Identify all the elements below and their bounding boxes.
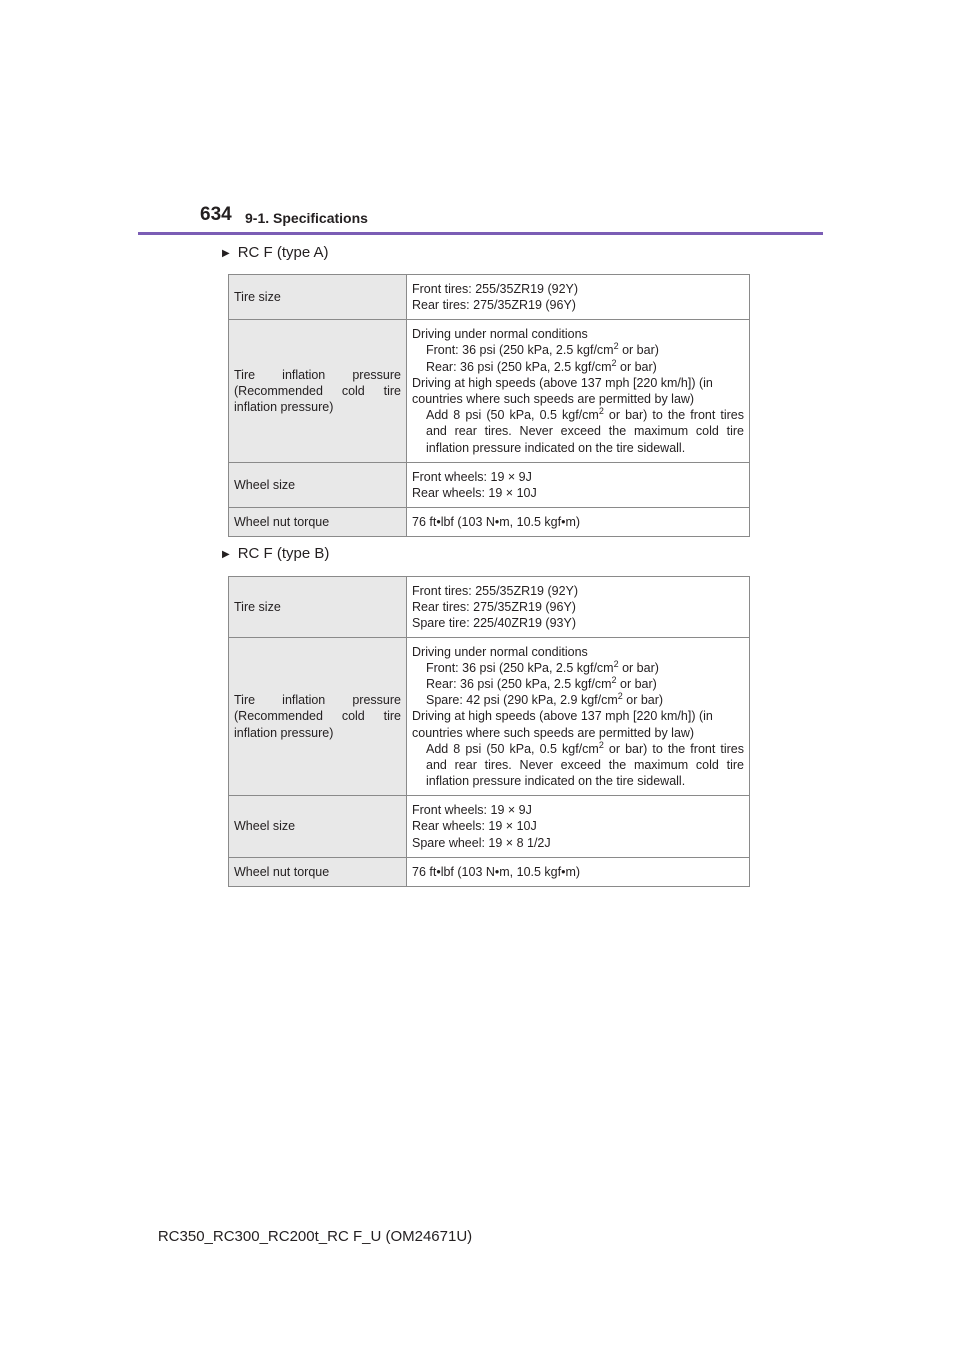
row-value [407, 577, 750, 638]
row-value [407, 508, 750, 537]
arrow-icon: ▶ [222, 248, 230, 259]
table-row [229, 638, 750, 796]
value-line: 76 ft•lbf (103 N•m, 10.5 kgf•m) [412, 864, 581, 879]
value-text: or bar) [622, 693, 664, 708]
table-row [229, 577, 750, 638]
value-line [412, 342, 744, 358]
page-number: 634 [200, 204, 232, 225]
value-line [412, 676, 744, 692]
value-line: Spare wheel: 19 × 8 1/2J [412, 835, 551, 850]
row-label: Wheel size [229, 463, 407, 508]
value-text: or bar) to the front tires and rear tires. Never exceed the maximum cold tire inflation pressure indicated on the tire sidewall. [426, 408, 744, 455]
value-text: Add 8 psi (50 kPa, 0.5 kgf/cm [426, 741, 599, 756]
row-label-text: Tire inflation pressure (Recommended cold tire inflation pressure) [234, 693, 401, 740]
subheading-type-b [222, 545, 329, 562]
value-line: Driving at high speeds (above 137 mph [220 km/h]) (in countries where such speeds are permitted by law) [412, 375, 713, 406]
spec-table-type-b [228, 576, 750, 887]
value-line [412, 692, 744, 708]
superscript: 2 [613, 341, 619, 352]
row-label: Tire size [229, 577, 407, 638]
value-line: Driving under normal conditions [412, 644, 588, 659]
row-label: Wheel nut torque [229, 508, 407, 537]
spec-table-type-a [228, 274, 750, 537]
row-value [407, 858, 750, 887]
value-line [412, 359, 744, 375]
row-label: Tire size [229, 275, 407, 320]
value-line: Front tires: 255/35ZR19 (92Y) [412, 281, 579, 296]
row-label-text: Tire inflation pressure (Recommended cold tire inflation pressure) [234, 367, 401, 415]
page-footer: RC350_RC300_RC200t_RC F_U (OM24671U) [157, 1228, 473, 1245]
value-text: Rear: 36 psi (250 kPa, 2.5 kgf/cm [426, 676, 612, 691]
row-label: Wheel size [229, 796, 407, 858]
value-text: or bar) [616, 676, 657, 691]
value-text: Spare: 42 psi (290 kPa, 2.9 kgf/cm [426, 693, 618, 708]
value-line: Driving under normal conditions [412, 327, 588, 342]
superscript: 2 [611, 357, 617, 368]
row-value [407, 275, 750, 320]
value-line [412, 407, 744, 456]
subheading-type-a [222, 244, 329, 261]
superscript: 2 [617, 691, 623, 702]
arrow-icon: ▶ [222, 549, 230, 560]
row-value [407, 320, 750, 463]
section-title: 9-1. Specifications [245, 210, 368, 226]
row-label: Wheel nut torque [229, 858, 407, 887]
value-text: or bar) [616, 359, 657, 374]
value-line: Driving at high speeds (above 137 mph [220 km/h]) (in countries where such speeds are permitted by law) [412, 709, 713, 740]
value-line: Rear tires: 275/35ZR19 (96Y) [412, 599, 576, 614]
value-line [412, 741, 744, 790]
subheading-text: RC F (type A) [237, 244, 329, 261]
subheading-text: RC F (type B) [237, 545, 330, 562]
value-line: Spare tire: 225/40ZR19 (93Y) [412, 616, 576, 631]
value-text: or bar) [618, 660, 659, 675]
value-text: or bar) to the front tires and rear tires. Never exceed the maximum cold tire inflation pressure indicated on the tire sidewall. [426, 741, 744, 789]
superscript: 2 [611, 674, 617, 685]
value-line [412, 660, 744, 676]
table-row [229, 275, 750, 320]
row-value [407, 463, 750, 508]
header-rule [138, 232, 823, 235]
value-text: Rear: 36 psi (250 kPa, 2.5 kgf/cm [426, 359, 612, 374]
table-row [229, 463, 750, 508]
row-label [229, 320, 407, 463]
value-text: or bar) [618, 343, 659, 358]
value-text: Front: 36 psi (250 kPa, 2.5 kgf/cm [426, 660, 614, 675]
value-text: Front: 36 psi (250 kPa, 2.5 kgf/cm [426, 343, 614, 358]
value-line: Rear wheels: 19 × 10J [412, 819, 537, 834]
table-row [229, 858, 750, 887]
value-line: 76 ft•lbf (103 N•m, 10.5 kgf•m) [412, 514, 581, 529]
value-line: Rear tires: 275/35ZR19 (96Y) [412, 298, 576, 312]
row-value [407, 638, 750, 796]
table-row [229, 796, 750, 858]
value-line: Front wheels: 19 × 9J [412, 803, 532, 818]
value-line: Rear wheels: 19 × 10J [412, 486, 537, 500]
row-label [229, 638, 407, 796]
row-value [407, 796, 750, 858]
table-row [229, 320, 750, 463]
superscript: 2 [613, 658, 619, 669]
value-text: Add 8 psi (50 kPa, 0.5 kgf/cm [426, 408, 599, 423]
value-line: Front tires: 255/35ZR19 (92Y) [412, 583, 579, 598]
table-row [229, 508, 750, 537]
superscript: 2 [598, 739, 604, 750]
value-line: Front wheels: 19 × 9J [412, 469, 532, 484]
superscript: 2 [598, 406, 604, 417]
